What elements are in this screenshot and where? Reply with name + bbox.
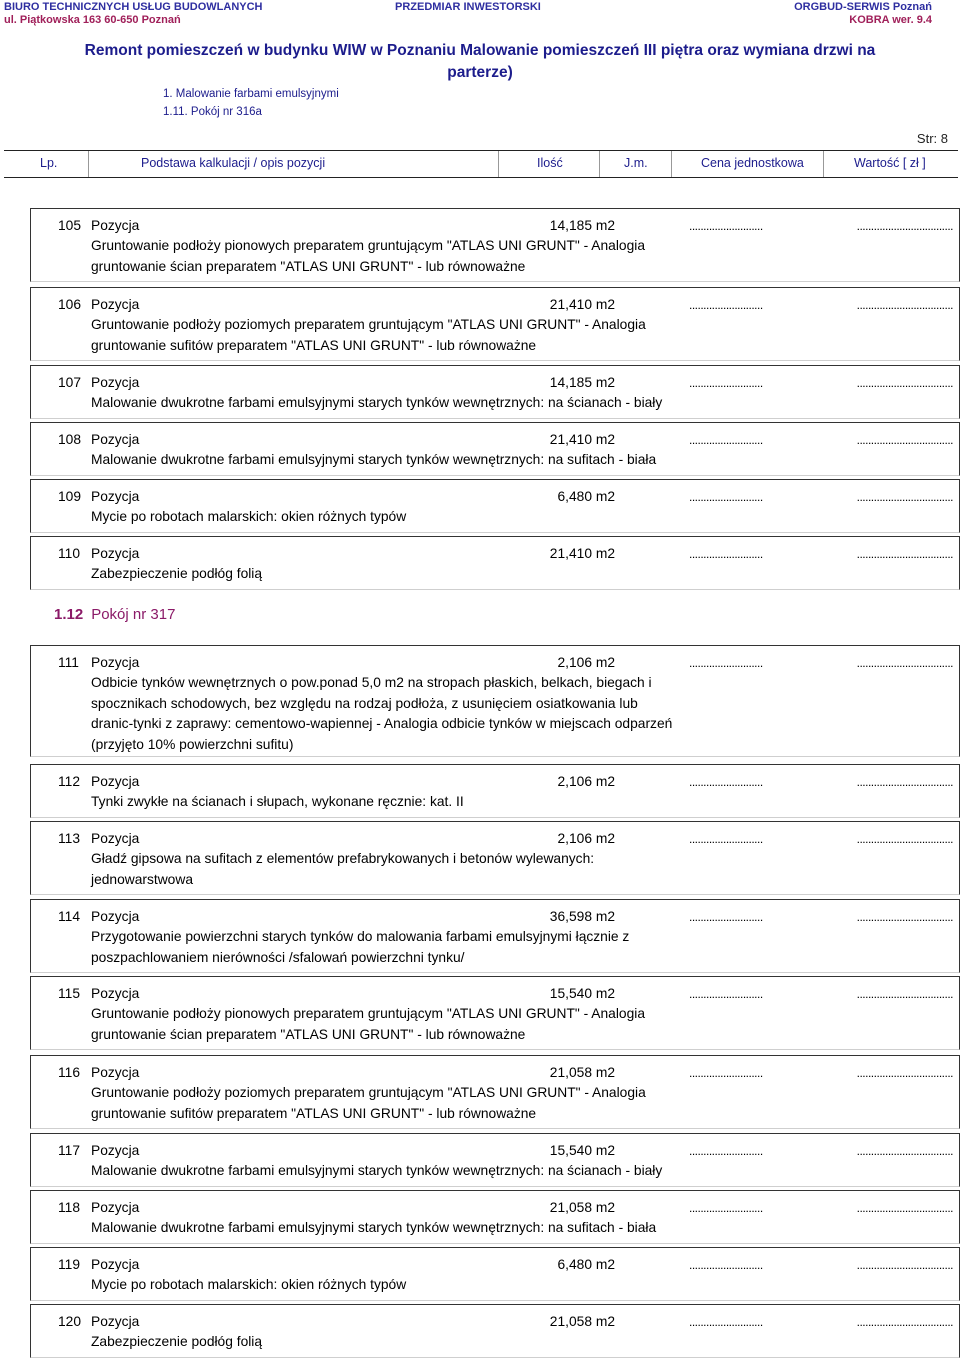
item-number: 111: [58, 655, 79, 670]
item-quantity: 21,058 m2: [549, 1200, 615, 1215]
breadcrumb-chapter: 1. Malowanie farbami emulsyjnymi: [163, 88, 339, 100]
item-label: Pozycja: [91, 1314, 140, 1329]
table-row: [30, 1055, 960, 1129]
unit-price-placeholder: ..........................: [689, 775, 763, 789]
column-divider: [671, 151, 672, 177]
table-row: [30, 287, 960, 361]
page-number: Str: 8: [916, 131, 948, 146]
value-placeholder: ..................................: [856, 298, 953, 312]
table-row: [30, 1133, 960, 1187]
software-company: ORGBUD-SERWIS Poznań: [794, 1, 932, 13]
value-placeholder: ..................................: [856, 1066, 953, 1080]
item-quantity: 2,106 m2: [557, 655, 615, 670]
section-heading: [54, 606, 183, 623]
breadcrumb-subchapter: 1.11. Pokój nr 316a: [163, 106, 262, 118]
unit-price-placeholder: ..........................: [689, 1201, 763, 1215]
item-label: Pozycja: [91, 218, 140, 233]
unit-price-placeholder: ..........................: [689, 1315, 763, 1329]
item-quantity: 21,410 m2: [549, 297, 615, 312]
item-label: Pozycja: [91, 774, 140, 789]
unit-price-placeholder: ..........................: [689, 656, 763, 670]
unit-price-placeholder: ..........................: [689, 987, 763, 1001]
item-description: Gruntowanie podłoży poziomych preparatem gruntującym "ATLAS UNI GRUNT" - Analogia gruntowanie sufitów preparatem "ATLAS UNI GRUNT" - lub równoważne: [91, 1085, 646, 1121]
value-placeholder: ..................................: [856, 656, 953, 670]
item-description: Przygotowanie powierzchni starych tynków do malowania farbami emulsyjnymi łącznie z poszpachlowaniem nierówności /sfalowań powierzchni tynku/: [91, 929, 630, 965]
unit-price-placeholder: ..........................: [689, 910, 763, 924]
item-label: Pozycja: [91, 1143, 140, 1158]
item-description: Odbicie tynków wewnętrznych o pow.ponad 5,0 m2 na stropach płaskich, belkach, biegach i spocznikach schodowych, bez względu na rodzaj podłoża, z usunięciem osiatkowania lub dranic-tynki z zaprawy: cementowo-wapiennej - Analogia odbicie tynków w miejscach odparzeń (przyjęto 10% powierzchni sufitu): [91, 675, 673, 753]
table-row: [30, 1247, 960, 1301]
table-row: [30, 645, 960, 757]
column-divider: [498, 151, 499, 177]
value-placeholder: ..................................: [856, 987, 953, 1001]
table-row: [30, 422, 960, 476]
item-label: Pozycja: [91, 432, 140, 447]
table-row: [30, 1190, 960, 1244]
item-quantity: 36,598 m2: [549, 909, 615, 924]
item-quantity: 2,106 m2: [557, 774, 615, 789]
item-label: Pozycja: [91, 546, 140, 561]
unit-price-placeholder: ..........................: [689, 376, 763, 390]
company-address: ul. Piątkowska 163 60-650 Poznań: [4, 14, 181, 26]
item-label: Pozycja: [91, 297, 140, 312]
item-label: Pozycja: [91, 1065, 140, 1080]
item-description: Gruntowanie podłoży pionowych preparatem gruntującym "ATLAS UNI GRUNT" - Analogia gruntowanie ścian preparatem "ATLAS UNI GRUNT" - lub równoważne: [91, 238, 645, 274]
section-number: 1.12: [54, 606, 84, 623]
item-quantity: 21,058 m2: [549, 1065, 615, 1080]
table-row: [30, 899, 960, 973]
value-placeholder: ..................................: [856, 547, 953, 561]
company-name: BIURO TECHNICZNYCH USŁUG BUDOWLANYCH: [4, 1, 263, 13]
item-quantity: 21,410 m2: [549, 546, 615, 561]
value-placeholder: ..................................: [856, 1144, 953, 1158]
unit-price-placeholder: ..........................: [689, 1144, 763, 1158]
item-number: 112: [58, 774, 80, 789]
item-label: Pozycja: [91, 655, 140, 670]
value-placeholder: ..................................: [856, 433, 953, 447]
item-quantity: 2,106 m2: [557, 831, 615, 846]
item-quantity: 6,480 m2: [557, 489, 615, 504]
item-number: 113: [58, 831, 80, 846]
item-number: 109: [58, 489, 82, 504]
value-placeholder: ..................................: [856, 1201, 953, 1215]
unit-price-placeholder: ..........................: [689, 433, 763, 447]
col-basis: Podstawa kalkulacji / opis pozycji: [141, 156, 326, 170]
value-placeholder: ..................................: [856, 1315, 953, 1329]
item-quantity: 21,058 m2: [549, 1314, 615, 1329]
col-unit-price: Cena jednostkowa: [701, 156, 804, 170]
item-number: 114: [58, 909, 80, 924]
table-row: [30, 479, 960, 533]
table-row: [30, 208, 960, 282]
item-number: 106: [58, 297, 82, 312]
item-quantity: 6,480 m2: [557, 1257, 615, 1272]
item-description: Gruntowanie podłoży poziomych preparatem gruntującym "ATLAS UNI GRUNT" - Analogia gruntowanie sufitów preparatem "ATLAS UNI GRUNT" - lub równoważne: [91, 317, 646, 353]
item-quantity: 14,185 m2: [549, 218, 615, 233]
unit-price-placeholder: ..........................: [689, 832, 763, 846]
item-description: Gruntowanie podłoży pionowych preparatem gruntującym "ATLAS UNI GRUNT" - Analogia gruntowanie ścian preparatem "ATLAS UNI GRUNT" - lub równoważne: [91, 1006, 645, 1042]
document-title: Remont pomieszczeń w budynku WIW w Poznaniu Malowanie pomieszczeń III piętra oraz wymiana drzwi na parterze): [84, 42, 876, 81]
value-placeholder: ..................................: [856, 832, 953, 846]
value-placeholder: ..................................: [856, 910, 953, 924]
value-placeholder: ..................................: [856, 219, 953, 233]
column-divider: [823, 151, 824, 177]
unit-price-placeholder: ..........................: [689, 547, 763, 561]
table-row: [30, 1304, 960, 1358]
item-label: Pozycja: [91, 375, 140, 390]
company-header: [4, 1, 263, 27]
item-description: Malowanie dwukrotne farbami emulsyjnymi starych tynków wewnętrznych: na ścianach - biały: [91, 395, 663, 410]
item-label: Pozycja: [91, 986, 140, 1001]
unit-price-placeholder: ..........................: [689, 298, 763, 312]
item-label: Pozycja: [91, 831, 140, 846]
value-placeholder: ..................................: [856, 490, 953, 504]
col-value: Wartość [ zł ]: [854, 156, 926, 170]
item-number: 119: [58, 1257, 80, 1272]
item-quantity: 14,185 m2: [549, 375, 615, 390]
item-quantity: 21,410 m2: [549, 432, 615, 447]
item-number: 115: [58, 986, 80, 1001]
column-divider: [599, 151, 600, 177]
item-label: Pozycja: [91, 1200, 140, 1215]
item-label: Pozycja: [91, 1257, 140, 1272]
item-description: Mycie po robotach malarskich: okien różnych typów: [91, 509, 407, 524]
column-header-row: [4, 150, 958, 178]
item-quantity: 15,540 m2: [549, 986, 615, 1001]
item-number: 107: [58, 375, 82, 390]
item-number: 110: [58, 546, 80, 561]
item-number: 118: [58, 1200, 80, 1215]
item-description: Tynki zwykłe na ścianach i słupach, wykonane ręcznie: kat. II: [91, 794, 464, 809]
col-qty: Ilość: [537, 156, 563, 170]
column-divider: [88, 151, 89, 177]
item-label: Pozycja: [91, 909, 140, 924]
software-header: [794, 1, 932, 27]
document-type: PRZEDMIAR INWESTORSKI: [395, 1, 541, 13]
item-quantity: 15,540 m2: [549, 1143, 615, 1158]
item-description: Malowanie dwukrotne farbami emulsyjnymi starych tynków wewnętrznych: na sufitach - biała: [91, 452, 657, 467]
section-name: Pokój nr 317: [91, 606, 176, 623]
item-description: Mycie po robotach malarskich: okien różnych typów: [91, 1277, 407, 1292]
item-description: Malowanie dwukrotne farbami emulsyjnymi starych tynków wewnętrznych: na ścianach - biały: [91, 1163, 663, 1178]
unit-price-placeholder: ..........................: [689, 1066, 763, 1080]
table-row: [30, 821, 960, 895]
item-description: Zabezpieczenie podłóg folią: [91, 1334, 263, 1349]
item-number: 117: [58, 1143, 80, 1158]
item-description: Zabezpieczenie podłóg folią: [91, 566, 263, 581]
unit-price-placeholder: ..........................: [689, 490, 763, 504]
table-row: [30, 365, 960, 419]
item-description: Malowanie dwukrotne farbami emulsyjnymi starych tynków wewnętrznych: na sufitach - biała: [91, 1220, 657, 1235]
value-placeholder: ..................................: [856, 775, 953, 789]
table-row: [30, 764, 960, 818]
unit-price-placeholder: ..........................: [689, 1258, 763, 1272]
col-unit: J.m.: [624, 156, 648, 170]
item-number: 105: [58, 218, 82, 233]
item-label: Pozycja: [91, 489, 140, 504]
software-version: KOBRA wer. 9.4: [849, 14, 932, 26]
unit-price-placeholder: ..........................: [689, 219, 763, 233]
table-row: [30, 536, 960, 590]
item-number: 116: [58, 1065, 80, 1080]
value-placeholder: ..................................: [856, 1258, 953, 1272]
table-row: [30, 976, 960, 1050]
item-number: 108: [58, 432, 82, 447]
item-description: Gładź gipsowa na sufitach z elementów prefabrykowanych i betonów wylewanych: jednowarstwowa: [91, 851, 595, 887]
col-lp: Lp.: [40, 156, 58, 170]
value-placeholder: ..................................: [856, 376, 953, 390]
item-number: 120: [58, 1314, 82, 1329]
